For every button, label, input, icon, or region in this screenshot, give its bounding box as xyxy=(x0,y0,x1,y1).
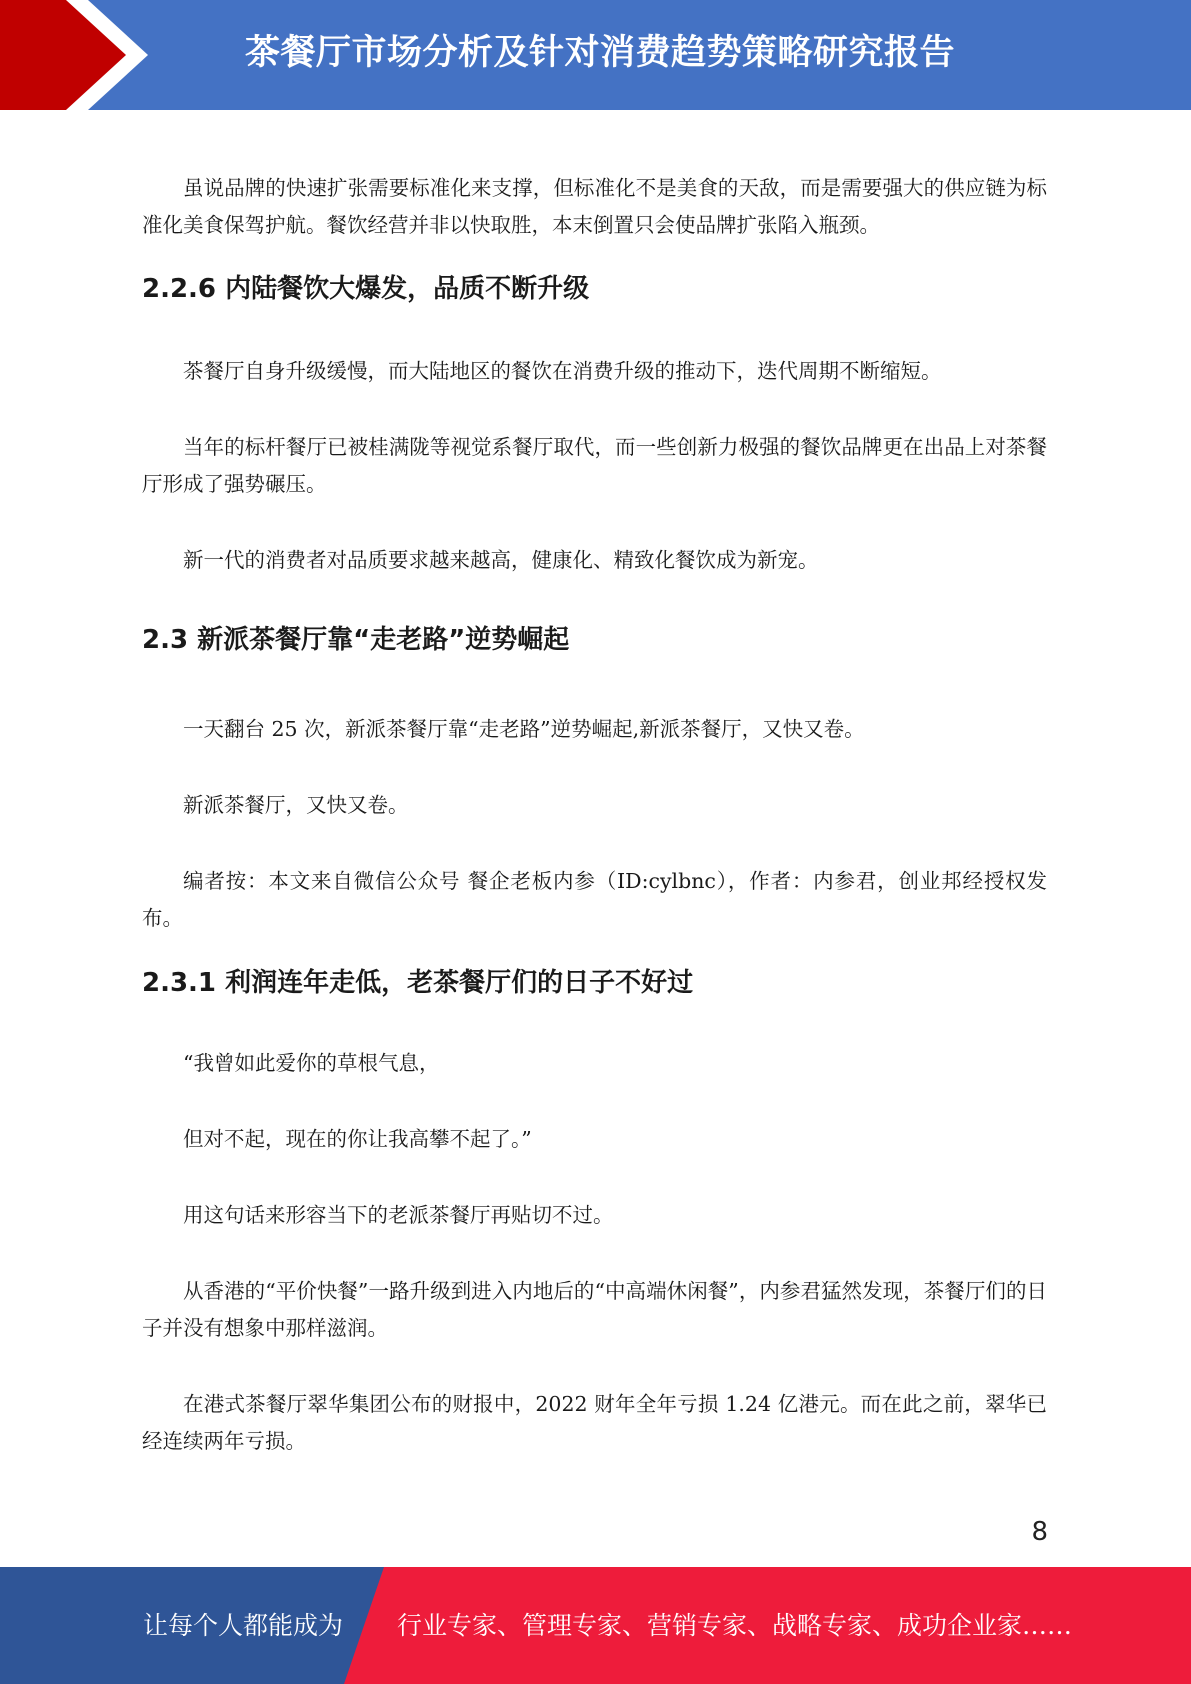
paragraph: 用这句话来形容当下的老派茶餐厅再贴切不过。 xyxy=(183,1203,614,1227)
paragraph: 但对不起，现在的你让我高攀不起了。” xyxy=(183,1127,532,1151)
paragraph: 新一代的消费者对品质要求越来越高，健康化、精致化餐饮成为新宠。 xyxy=(183,548,819,572)
paragraph: 茶餐厅自身升级缓慢，而大陆地区的餐饮在消费升级的推动下，迭代周期不断缩短。 xyxy=(183,359,942,383)
paragraph: 从香港的“平价快餐”一路升级到进入内地后的“中高端休闲餐”，内参君猛然发现，茶餐厅们的日子并没有想象中那样滋润。 xyxy=(142,1279,1047,1340)
footer-slogan-right: 行业专家、管理专家、营销专家、战略专家、成功企业家…… xyxy=(397,1611,1073,1640)
section-heading: 2.3 新派茶餐厅靠“走老路”逆势崛起 xyxy=(142,625,570,655)
footer-banner xyxy=(0,1567,1191,1684)
paragraph: 编者按：本文来自微信公众号 餐企老板内参（ID:cylbnc），作者：内参君，创业邦经授权发布。 xyxy=(142,869,1047,930)
section-heading: 2.3.1 利润连年走低，老茶餐厅们的日子不好过 xyxy=(142,968,694,998)
paragraph: 当年的标杆餐厅已被桂满陇等视觉系餐厅取代，而一些创新力极强的餐饮品牌更在出品上对茶餐厅形成了强势碾压。 xyxy=(142,435,1047,496)
paragraph: 一天翻台 25 次，新派茶餐厅靠“走老路”逆势崛起,新派茶餐厅，又快又卷。 xyxy=(183,717,865,741)
paragraph: 虽说品牌的快速扩张需要标准化来支撑，但标准化不是美食的天敌，而是需要强大的供应链为标准化美食保驾护航。餐饮经营并非以快取胜，本末倒置只会使品牌扩张陷入瓶颈。 xyxy=(142,176,1047,237)
paragraph: 在港式茶餐厅翠华集团公布的财报中，2022 财年全年亏损 1.24 亿港元。而在此之前，翠华已经连续两年亏损。 xyxy=(142,1392,1047,1453)
document-title: 茶餐厅市场分析及针对消费趋势策略研究报告 xyxy=(244,33,955,73)
document-body xyxy=(142,170,1047,1460)
section-heading: 2.2.6 内陆餐饮大爆发，品质不断升级 xyxy=(142,274,590,304)
page-number: 8 xyxy=(1031,1517,1048,1547)
header-banner xyxy=(0,0,1191,110)
paragraph: “我曾如此爱你的草根气息， xyxy=(183,1051,440,1075)
paragraph: 新派茶餐厅，又快又卷。 xyxy=(183,793,409,817)
footer-slogan-left: 让每个人都能成为 xyxy=(143,1611,344,1640)
